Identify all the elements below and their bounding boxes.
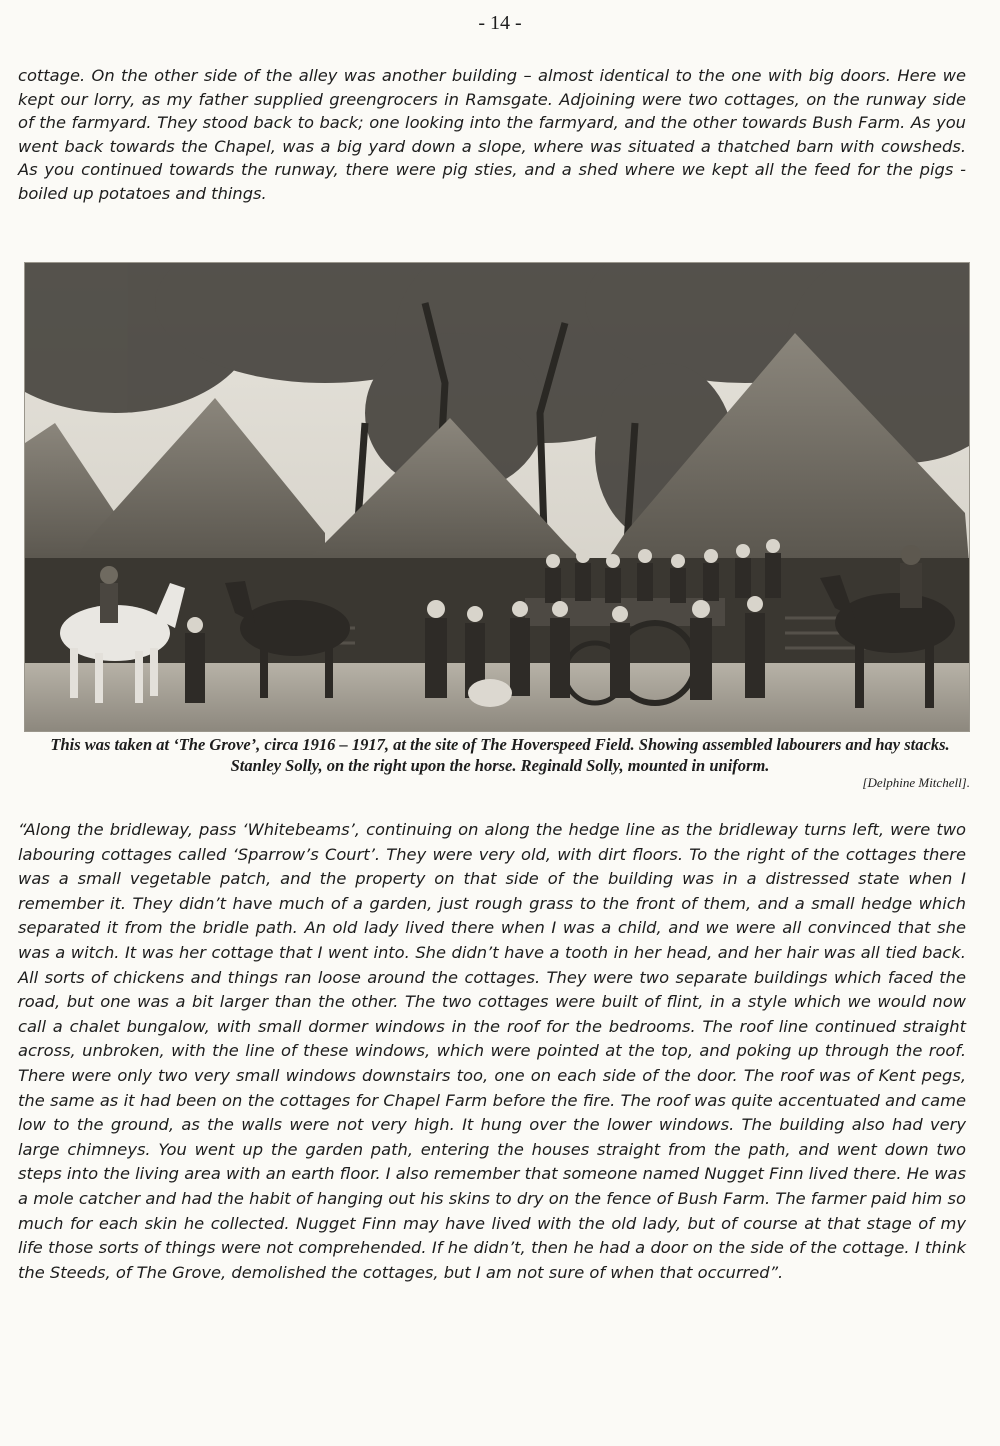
photo-caption: This was taken at ‘The Grove’, circa 1916 – 1917, at the site of The Hoverspeed Field. Showing assembled labourers and hay stacks. Stanley Solly, on the right upon the horse. Reginald Solly, mounted in uniform. [50, 735, 950, 775]
page-number: - 14 - [478, 12, 522, 34]
body-paragraph-top: cottage. On the other side of the alley was another building – almost identical to the one with big doors. Here we kept our lorry, as my father supplied greengrocers in Ramsgate. Adjoining were two cottages, on the runway side of the farmyard. They stood back to back; one looking into the farmyard, and the other towards Bush Farm. As you went back towards the Chapel, was a big yard down a slope, where was situated a thatched barn with cowsheds. As you continued towards the runway, there were pig sties, and a shed where we kept all the feed for the pigs - boiled up potatoes and things. [18, 66, 966, 203]
photo-credit: [Delphine Mitchell]. [862, 775, 970, 790]
dog [468, 679, 512, 707]
historic-photograph [24, 262, 970, 732]
body-paragraph-bottom: “Along the bridleway, pass ‘Whitebeams’, continuing on along the hedge line as the bridleway turns left, were two labouring cottages called ‘Sparrow’s Court’. They were very old, with dirt floors. To the right of the cottages there was a small vegetable patch, and the property on that side of the building was in a distressed state when I remember it. They didn’t have much of a garden, just rough grass to the front of them, and a small hedge which separated it from the bridle path. An old lady lived there when I was a child, and we were all convinced that she was a witch. It was her cottage that I went into. She didn’t have a tooth in her head, and her hair was all tied back. All sorts of chickens and things ran loose around the cottages. They were two separate buildings which faced the road, but one was a bit larger than the other. The two cottages were built of flint, in a style which we would now call a chalet bungalow, with small dormer windows in the roof for the bedrooms. The roof line continued straight across, unbroken, with the line of these windows, which were pointed at the top, and poking up through the roof. There were only two very small windows downstairs too, one on each side of the door. The roof was of Kent pegs, the same as it had been on the cottages for Chapel Farm before the fire. The roof was quite accentuated and came low to the ground, as the walls were not very high. It hung over the lower windows. The building also had very large chimneys. You went up the garden path, entering the houses straight from the path, and went down two steps into the living area with an earth floor. I also remember that someone named Nugget Finn lived there. He was a mole catcher and had the habit of hanging out his skins to dry on the fence of Bush Farm. The farmer paid him so much for each skin he collected. Nugget Finn may have lived with the old lady, but of course at that stage of my life those sorts of things were not comprehended. If he didn’t, then he had a door on the side of the cottage. I think the Steeds, of The Grove, demolished the cottages, but I am not sure of when that occurred”. [18, 820, 966, 1282]
haystacks-photo-illustration [25, 263, 969, 731]
